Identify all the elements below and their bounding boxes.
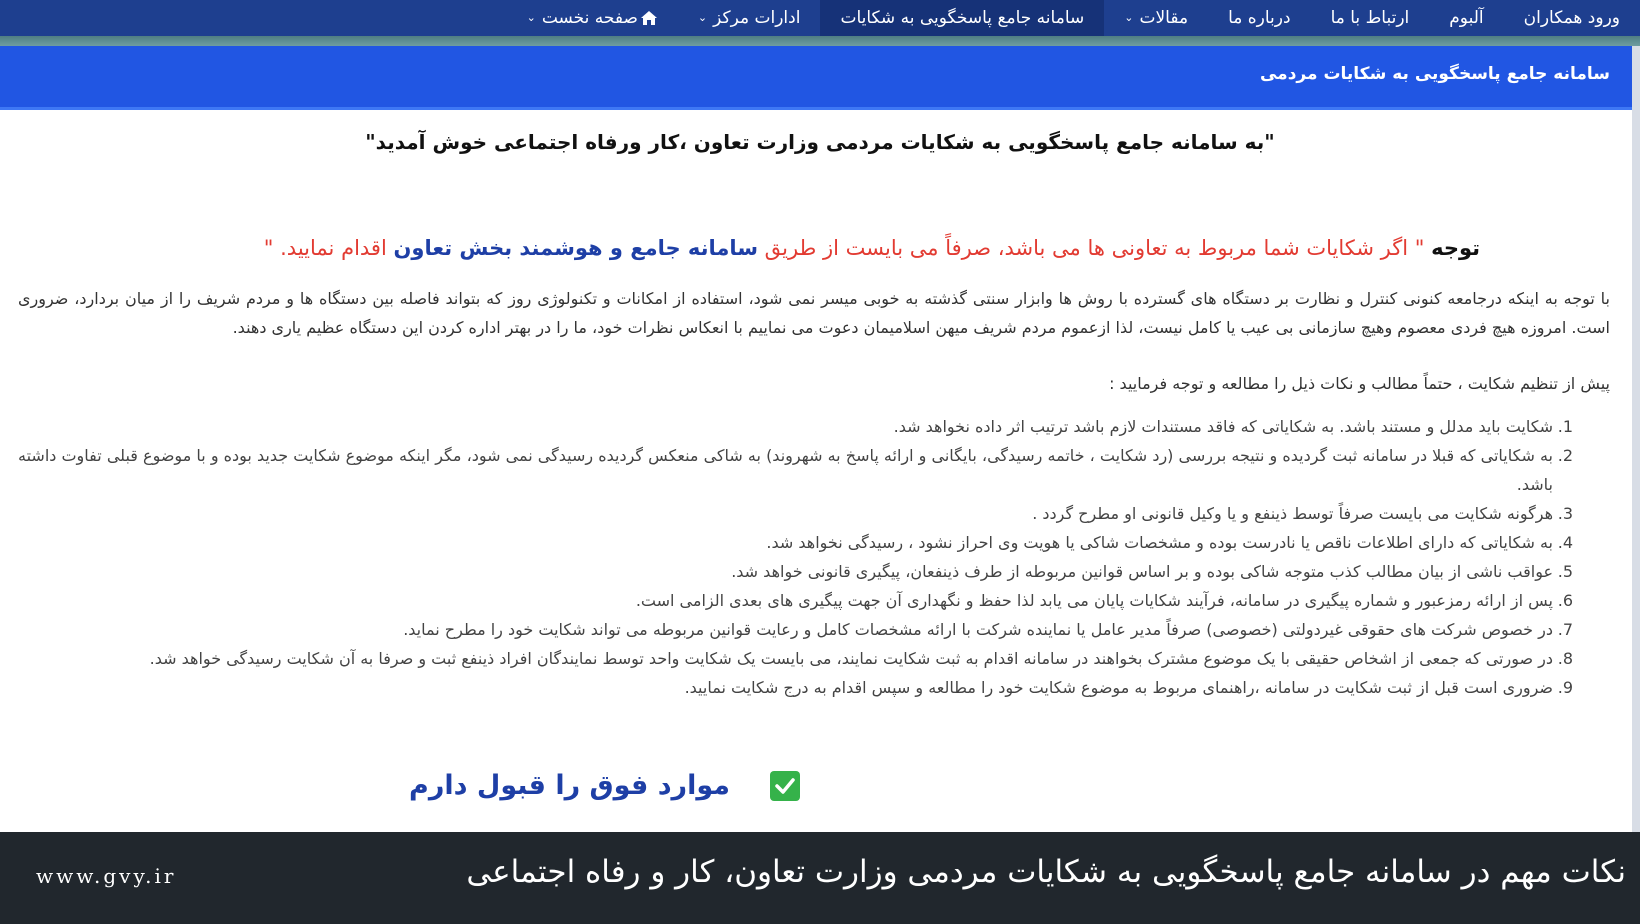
accept-checkbox[interactable] — [770, 771, 800, 801]
rules-lead: پیش از تنظیم شکایت ، حتماً مطالب و نکات ذیل را مطالعه و توجه فرمایید : — [1109, 374, 1610, 393]
nav-articles[interactable] — [1104, 0, 1208, 36]
notice-text: " اگر شکایات شما مربوط به تعاونی ها می باشد، صرفاً می بایست از طریق — [757, 236, 1432, 260]
intro-paragraph: با توجه به اینکه درجامعه کنونی کنترل و نظارت بر دستگاه های گسترده با روش ها وابزار سنتی گذشته به خوبی میسر نمی شود، استفاده از امکانات و تکنولوژی روز که بتواند فاصله بین دستگاه ها و مردم شریف را از میان بردارد، ضروری است. امروزه هیچ فردی معصوم وهیچ سازمانی بی عیب یا کامل نیست، لذا ازعموم مردم شریف میهن اسلامیمان دعوت می نماییم با انعکاس نظرات خود، ما را در بهتر اداره کردن این دستگاه عظیم یاری دهند. — [18, 289, 1610, 337]
list-item — [18, 615, 1573, 644]
rules-list — [18, 412, 1573, 702]
list-item — [18, 673, 1573, 702]
nav-staff-login[interactable] — [1504, 0, 1640, 36]
list-item — [18, 644, 1573, 673]
chevron-down-icon: ⌄ — [526, 11, 536, 24]
nav-album-label: آلبوم — [1449, 8, 1484, 28]
cooperative-system-link[interactable]: سامانه جامع و هوشمند بخش تعاون — [393, 236, 758, 260]
welcome-message: "به سامانه جامع پاسخگویی به شکایات مردمی وزارت تعاون ،کار ورفاه اجتماعی خوش آمدید" — [365, 130, 1275, 154]
rule-text: عواقب ناشی از بیان مطالب کذب متوجه شاکی بوده و بر اساس قوانین مربوطه از طرف ذینفعان، پیگیری قانونی خواهد شد. — [731, 562, 1553, 581]
rule-number: 3. — [1557, 504, 1573, 523]
nav-about-label: درباره ما — [1228, 8, 1291, 28]
nav-divider-strip — [0, 36, 1640, 46]
list-item — [18, 499, 1573, 528]
check-icon — [775, 777, 795, 795]
rule-number: 6. — [1557, 591, 1573, 610]
list-item — [18, 586, 1573, 615]
nav-contact[interactable] — [1311, 0, 1430, 36]
notice-label: توجه — [1431, 236, 1480, 260]
scrollbar-track[interactable] — [1632, 46, 1640, 832]
page-header — [0, 46, 1632, 110]
chevron-down-icon: ⌄ — [697, 11, 708, 24]
caption-title: نکات مهم در سامانه جامع پاسخگویی به شکایات مردمی وزارت تعاون، کار و رفاه اجتماعی — [466, 854, 1626, 890]
notice — [264, 236, 1480, 260]
nav-home-label: صفحه نخست — [541, 8, 638, 28]
rule-number: 5. — [1557, 562, 1573, 581]
rule-text: پس از ارائه رمزعبور و شماره پیگیری در سامانه، فرآیند شکایات پایان می یابد لذا حفظ و نگهداری آن جهت پیگیری های بعدی الزامی است. — [635, 591, 1553, 610]
rule-text: در صورتی که جمعی از اشخاص حقیقی با یک موضوع مشترک بخواهند در سامانه اقدام به ثبت شکایت نمایند، می بایست یک شکایت واحد توسط نمایندگان افراد ذینفع ثبت و صرفا به آن شکایت رسیدگی خواهد شد. — [149, 649, 1553, 668]
rule-text: در خصوص شرکت های حقوقی غیردولتی (خصوصی) صرفاً مدیر عامل یا نماینده شرکت با ارائه مشخصات کامل و رعایت قوانین مربوطه می تواند شکایت خود را مطرح نماید. — [403, 620, 1553, 639]
top-nav — [0, 0, 1640, 36]
rule-text: شکایت باید مدلل و مستند باشد. به شکایاتی که فاقد مستندات لازم باشد ترتیب اثر داده نخواهد شد. — [893, 417, 1553, 436]
rule-number: 7. — [1557, 620, 1573, 639]
rule-text: به شکایاتی که دارای اطلاعات ناقص یا نادرست بوده و مشخصات شاکی یا هویت وی احراز نشود ، رسیدگی نخواهد شد. — [766, 533, 1553, 552]
nav-menu — [507, 0, 1640, 36]
nav-offices[interactable] — [678, 0, 821, 36]
rule-number: 8. — [1557, 649, 1573, 668]
nav-staff-login-label: ورود همکاران — [1523, 8, 1620, 28]
accept-terms[interactable] — [409, 770, 800, 801]
rule-number: 2. — [1557, 446, 1573, 465]
nav-album[interactable] — [1429, 0, 1503, 36]
nav-offices-label: ادارات مرکز — [713, 8, 801, 28]
home-icon — [640, 10, 658, 26]
nav-articles-label: مقالات — [1139, 8, 1189, 28]
site-watermark: www.gvy.ir — [36, 864, 177, 888]
caption-banner — [0, 832, 1640, 924]
rule-number: 1. — [1557, 417, 1573, 436]
nav-home[interactable] — [507, 0, 678, 36]
page-title: سامانه جامع پاسخگویی به شکایات مردمی — [1259, 64, 1610, 84]
chevron-down-icon: ⌄ — [1124, 11, 1134, 24]
nav-about[interactable] — [1208, 0, 1311, 36]
nav-complaints-system[interactable] — [820, 0, 1104, 36]
list-item — [18, 557, 1573, 586]
list-item — [18, 441, 1573, 499]
rule-number: 4. — [1557, 533, 1573, 552]
rule-text: هرگونه شکایت می بایست صرفاً توسط ذینفع و یا وکیل قانونی او مطرح گردد . — [1032, 504, 1553, 523]
accept-label[interactable]: موارد فوق را قبول دارم — [409, 770, 730, 801]
rule-text: به شکایاتی که قبلا در سامانه ثبت گردیده و نتیجه بررسی (رد شکایت ، خاتمه رسیدگی، بایگانی و ارائه پاسخ به شهروند) به شاکی منعکس گردیده رسیدگی نمی شود، مگر اینکه موضوع شکایت جدید بوده و با موضوع قبلی تفاوت داشته باشد. — [18, 446, 1553, 494]
nav-contact-label: ارتباط با ما — [1330, 8, 1410, 28]
rule-number: 9. — [1557, 678, 1573, 697]
nav-complaints-label: سامانه جامع پاسخگویی به شکایات — [840, 8, 1085, 28]
notice-text-end: اقدام نمایید. " — [263, 236, 394, 260]
list-item — [18, 412, 1573, 441]
list-item — [18, 528, 1573, 557]
rule-text: ضروری است قبل از ثبت شکایت در سامانه ،راهنمای مربوط به موضوع شکایت خود را مطالعه و سپس اقدام به درج شکایت نمایید. — [684, 678, 1553, 697]
